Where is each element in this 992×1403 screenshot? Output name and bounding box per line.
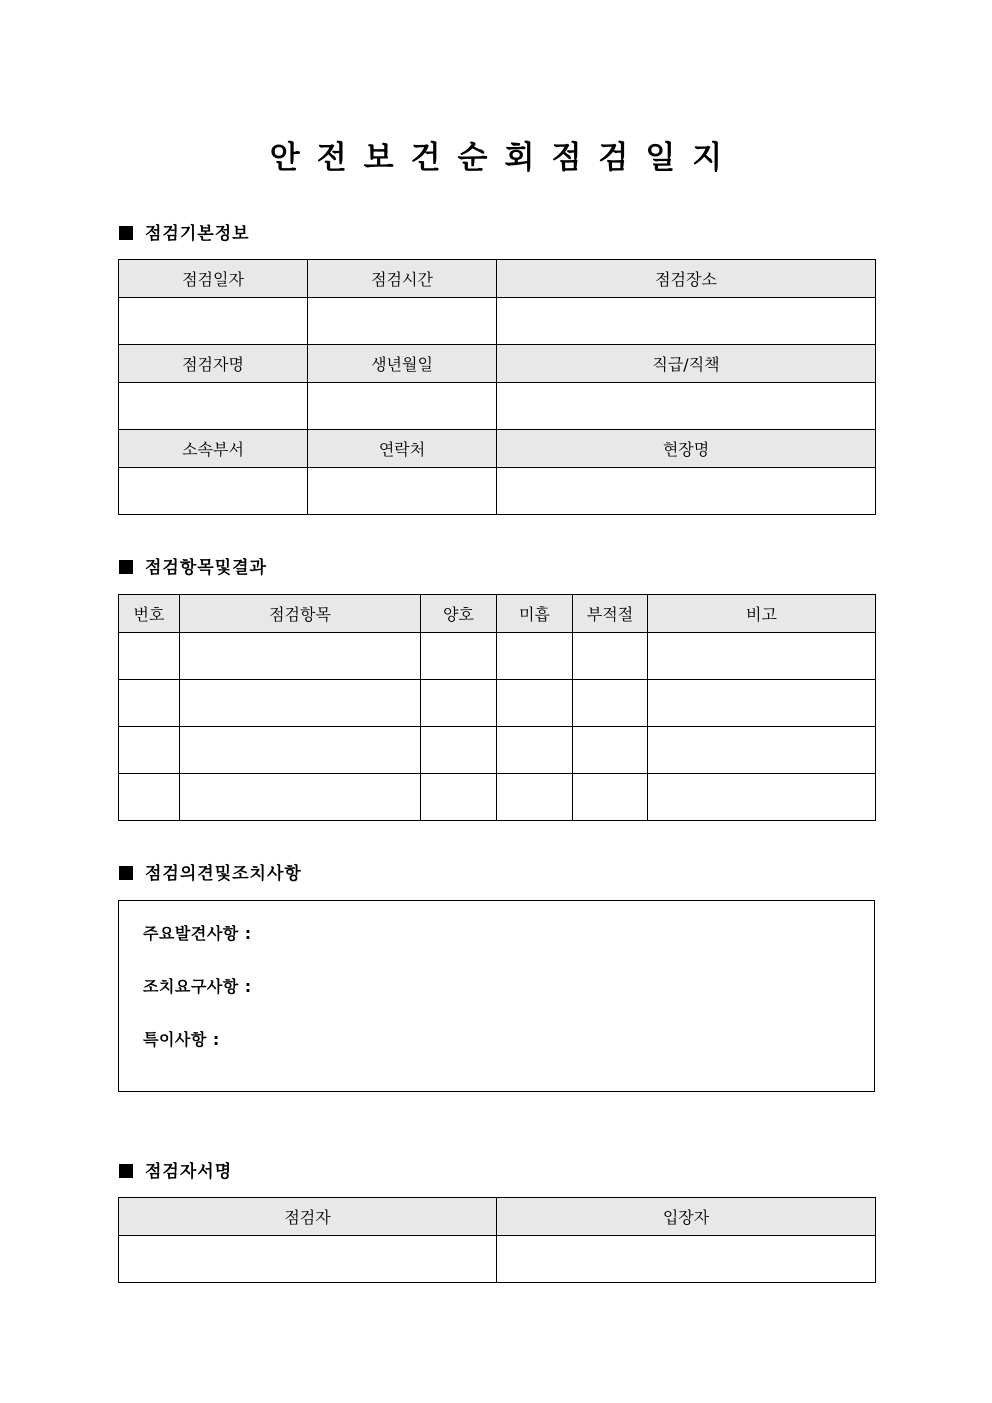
insufficient-cell[interactable] bbox=[497, 633, 573, 680]
table-row bbox=[119, 727, 876, 774]
note-cell[interactable] bbox=[648, 633, 876, 680]
opinion-box[interactable] bbox=[118, 900, 875, 1092]
birth-date-field[interactable] bbox=[308, 383, 497, 430]
table-row bbox=[119, 1236, 876, 1283]
header-site-name: 현장명 bbox=[497, 430, 876, 468]
number-cell[interactable] bbox=[119, 680, 180, 727]
inappropriate-cell[interactable] bbox=[573, 727, 648, 774]
basic-info-table bbox=[118, 259, 876, 515]
note-cell[interactable] bbox=[648, 680, 876, 727]
item-cell[interactable] bbox=[180, 633, 421, 680]
site-name-field[interactable] bbox=[497, 468, 876, 515]
header-number: 번호 bbox=[119, 595, 180, 633]
inspector-name-field[interactable] bbox=[119, 383, 308, 430]
good-cell[interactable] bbox=[421, 727, 497, 774]
insufficient-cell[interactable] bbox=[497, 774, 573, 821]
position-field[interactable] bbox=[497, 383, 876, 430]
major-findings-label: 주요발견사항 : bbox=[143, 924, 252, 943]
item-cell[interactable] bbox=[180, 727, 421, 774]
table-row bbox=[119, 595, 876, 633]
header-inspection-date: 점검일자 bbox=[119, 260, 308, 298]
number-cell[interactable] bbox=[119, 633, 180, 680]
attendee-signature-field[interactable] bbox=[497, 1236, 876, 1283]
table-row bbox=[119, 430, 876, 468]
remarks-label: 특이사항 : bbox=[143, 1030, 220, 1049]
square-bullet-icon bbox=[119, 1164, 133, 1178]
signature-table bbox=[118, 1197, 876, 1283]
header-birth-date: 생년월일 bbox=[308, 345, 497, 383]
header-department: 소속부서 bbox=[119, 430, 308, 468]
header-inspector-name: 점검자명 bbox=[119, 345, 308, 383]
inappropriate-cell[interactable] bbox=[573, 633, 648, 680]
good-cell[interactable] bbox=[421, 680, 497, 727]
inspection-date-field[interactable] bbox=[119, 298, 308, 345]
square-bullet-icon bbox=[119, 560, 133, 574]
section-basic-info-label: 점검기본정보 bbox=[145, 224, 250, 244]
section-signature bbox=[119, 1160, 232, 1184]
note-cell[interactable] bbox=[648, 774, 876, 821]
inappropriate-cell[interactable] bbox=[573, 680, 648, 727]
header-contact: 연락처 bbox=[308, 430, 497, 468]
table-row bbox=[119, 1198, 876, 1236]
table-row bbox=[119, 298, 876, 345]
department-field[interactable] bbox=[119, 468, 308, 515]
header-note: 비고 bbox=[648, 595, 876, 633]
good-cell[interactable] bbox=[421, 633, 497, 680]
square-bullet-icon bbox=[119, 226, 133, 240]
inspection-place-field[interactable] bbox=[497, 298, 876, 345]
section-signature-label: 점검자서명 bbox=[145, 1162, 233, 1182]
header-inspector: 점검자 bbox=[119, 1198, 497, 1236]
header-good: 양호 bbox=[421, 595, 497, 633]
section-items-results-label: 점검항목및결과 bbox=[145, 558, 267, 578]
note-cell[interactable] bbox=[648, 727, 876, 774]
header-inspection-time: 점검시간 bbox=[308, 260, 497, 298]
contact-field[interactable] bbox=[308, 468, 497, 515]
document-title: 안전보건순회점검일지 bbox=[269, 140, 740, 176]
items-results-table bbox=[118, 594, 876, 821]
header-position: 직급/직책 bbox=[497, 345, 876, 383]
table-row bbox=[119, 680, 876, 727]
table-row bbox=[119, 774, 876, 821]
section-opinion-label: 점검의견및조치사항 bbox=[145, 864, 302, 884]
header-attendee: 입장자 bbox=[497, 1198, 876, 1236]
good-cell[interactable] bbox=[421, 774, 497, 821]
inspector-signature-field[interactable] bbox=[119, 1236, 497, 1283]
item-cell[interactable] bbox=[180, 680, 421, 727]
inspection-time-field[interactable] bbox=[308, 298, 497, 345]
number-cell[interactable] bbox=[119, 727, 180, 774]
header-inspection-item: 점검항목 bbox=[180, 595, 421, 633]
table-row bbox=[119, 468, 876, 515]
table-row bbox=[119, 383, 876, 430]
table-row bbox=[119, 633, 876, 680]
header-insufficient: 미흡 bbox=[497, 595, 573, 633]
table-row bbox=[119, 345, 876, 383]
number-cell[interactable] bbox=[119, 774, 180, 821]
item-cell[interactable] bbox=[180, 774, 421, 821]
header-inspection-place: 점검장소 bbox=[497, 260, 876, 298]
inappropriate-cell[interactable] bbox=[573, 774, 648, 821]
insufficient-cell[interactable] bbox=[497, 727, 573, 774]
action-required-label: 조치요구사항 : bbox=[143, 977, 252, 996]
section-items-results bbox=[119, 556, 267, 580]
header-inappropriate: 부적절 bbox=[573, 595, 648, 633]
section-basic-info bbox=[119, 222, 250, 246]
square-bullet-icon bbox=[119, 866, 133, 880]
table-row bbox=[119, 260, 876, 298]
insufficient-cell[interactable] bbox=[497, 680, 573, 727]
section-opinion bbox=[119, 862, 302, 886]
